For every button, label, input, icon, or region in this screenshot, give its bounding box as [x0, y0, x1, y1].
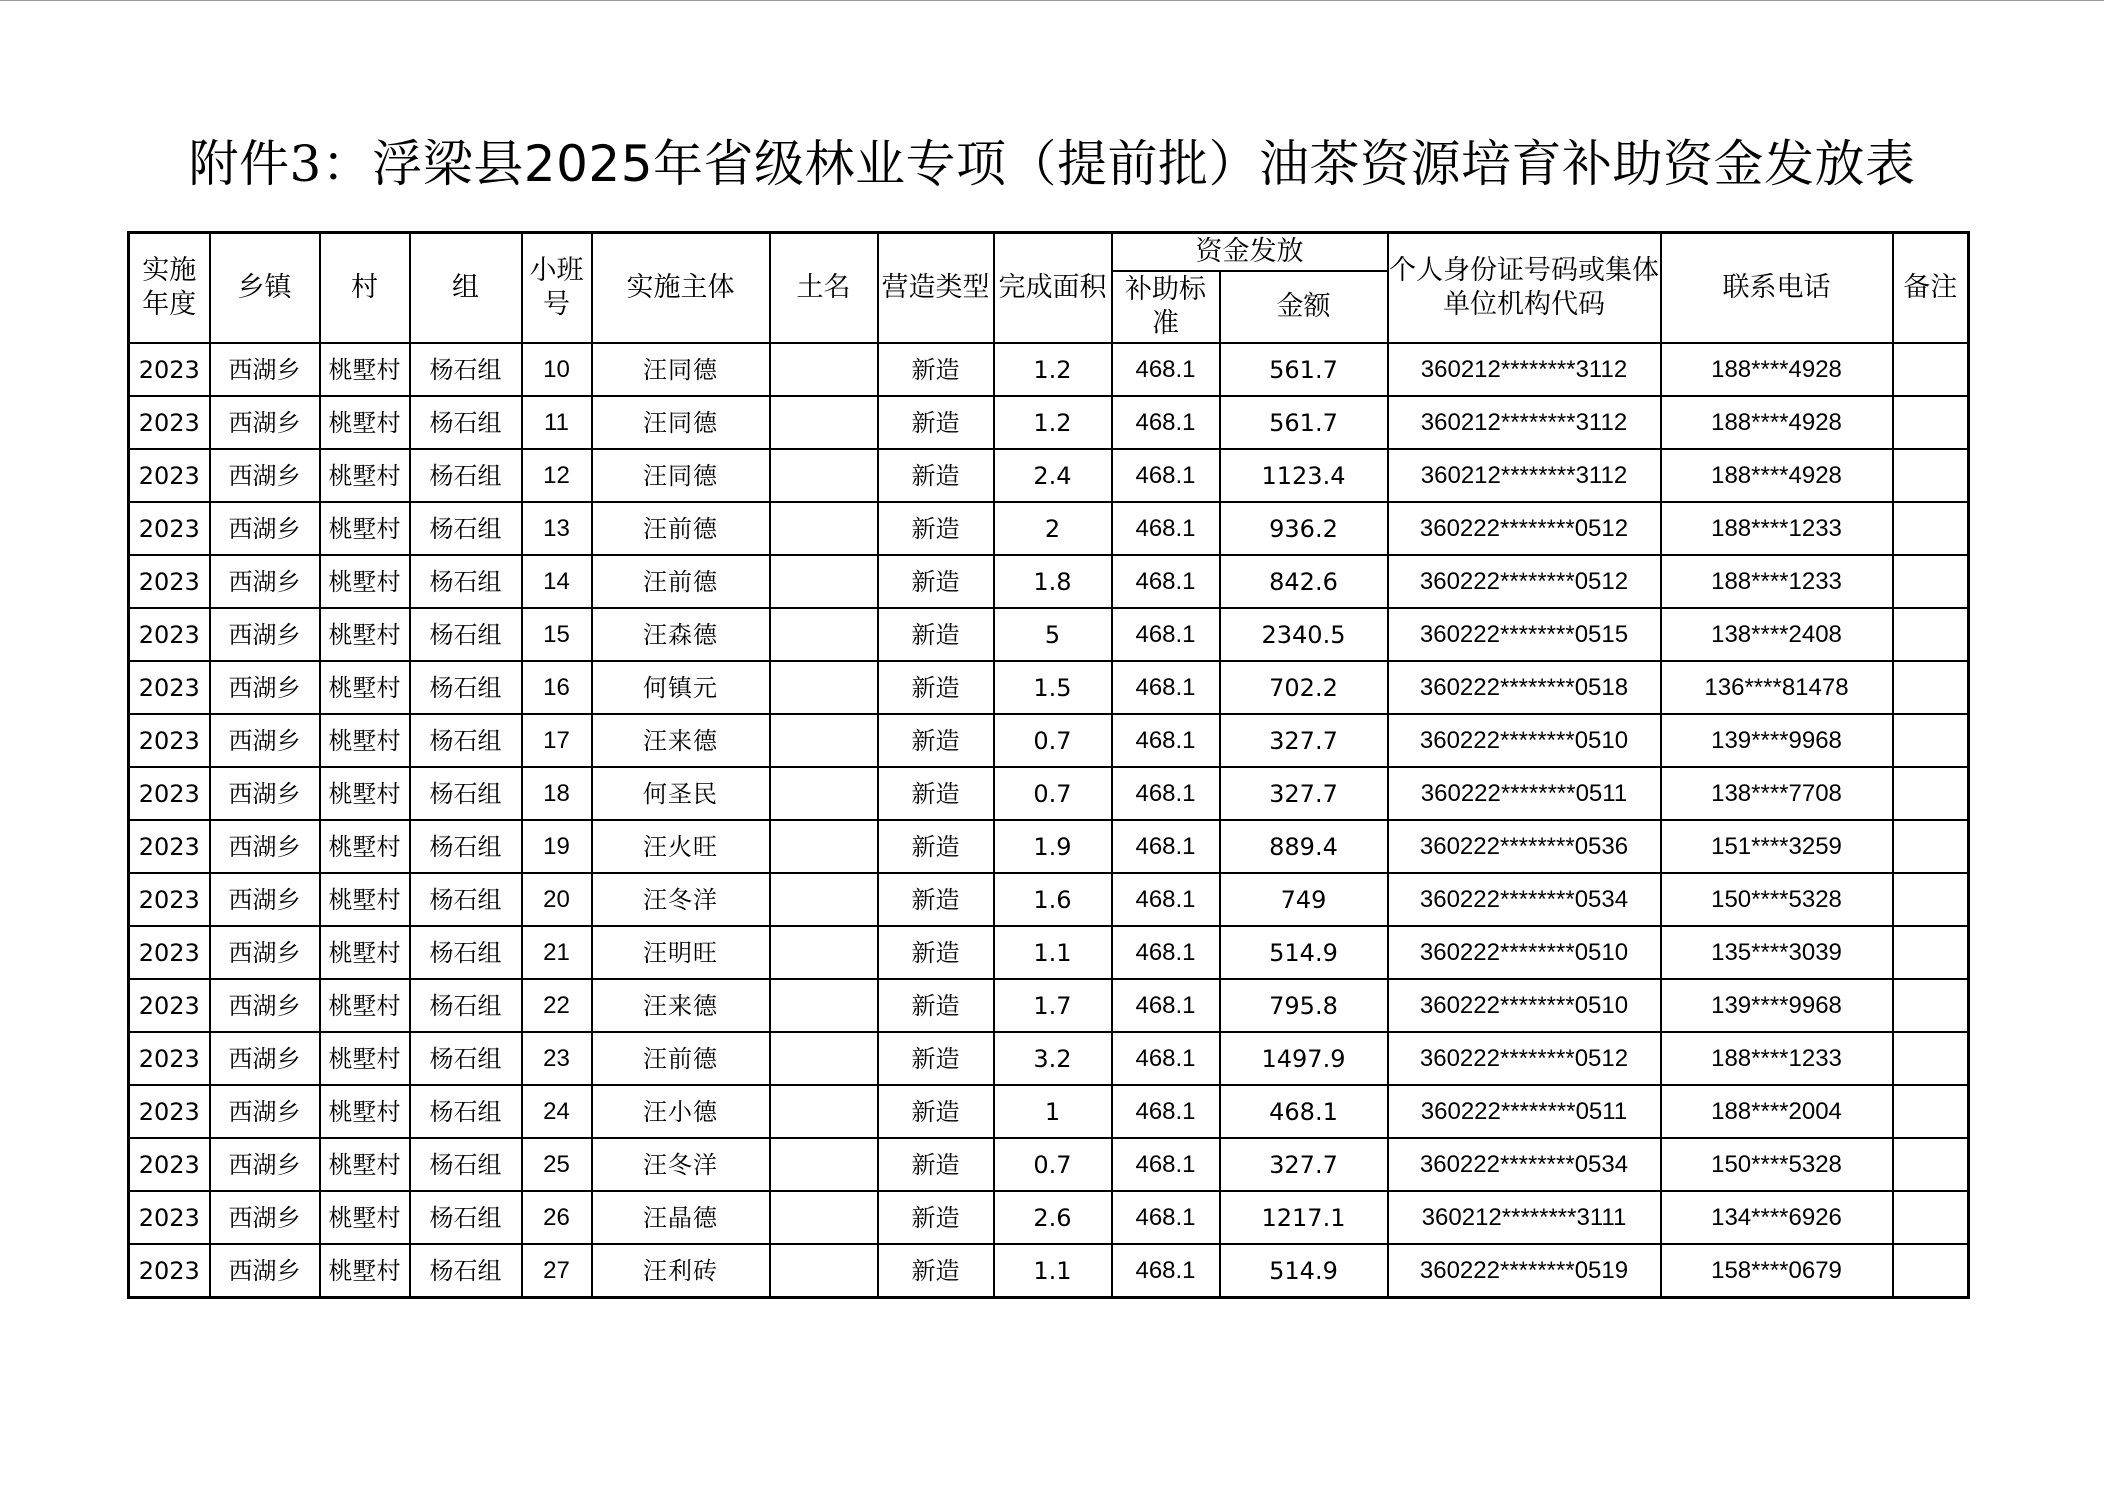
cell-build-type: 新造 — [878, 502, 994, 555]
cell-township: 西湖乡 — [210, 502, 320, 555]
cell-id-code: 360212********3112 — [1388, 343, 1661, 396]
cell-phone: 139****9968 — [1661, 979, 1893, 1032]
cell-amount: 889.4 — [1220, 820, 1388, 873]
cell-id-code: 360222********0510 — [1388, 979, 1661, 1032]
cell-remark — [1893, 1191, 1969, 1244]
cell-plot: 18 — [522, 767, 592, 820]
cell-id-code: 360222********0534 — [1388, 1138, 1661, 1191]
cell-build-type: 新造 — [878, 1085, 994, 1138]
table-row — [129, 449, 1969, 502]
cell-standard: 468.1 — [1112, 608, 1220, 661]
title-main: 浮梁县2025年省级林业专项（提前批）油茶资源培育补助资金发放表 — [372, 135, 1916, 193]
cell-amount: 1217.1 — [1220, 1191, 1388, 1244]
cell-remark — [1893, 608, 1969, 661]
cell-village: 桃墅村 — [320, 873, 410, 926]
cell-phone: 188****2004 — [1661, 1085, 1893, 1138]
cell-year: 2023 — [129, 1138, 210, 1191]
header-group: 组 — [410, 233, 522, 344]
cell-area: 0.7 — [994, 714, 1112, 767]
table-row — [129, 1085, 1969, 1138]
cell-township: 西湖乡 — [210, 714, 320, 767]
cell-phone: 138****2408 — [1661, 608, 1893, 661]
cell-township: 西湖乡 — [210, 820, 320, 873]
cell-village: 桃墅村 — [320, 343, 410, 396]
cell-phone: 139****9968 — [1661, 714, 1893, 767]
header-place-name: 土名 — [770, 233, 878, 344]
cell-year: 2023 — [129, 714, 210, 767]
cell-area: 1.7 — [994, 979, 1112, 1032]
cell-amount: 561.7 — [1220, 343, 1388, 396]
cell-remark — [1893, 926, 1969, 979]
cell-year: 2023 — [129, 820, 210, 873]
cell-build-type: 新造 — [878, 1032, 994, 1085]
cell-group: 杨石组 — [410, 1191, 522, 1244]
cell-id-code: 360222********0512 — [1388, 1032, 1661, 1085]
cell-group: 杨石组 — [410, 555, 522, 608]
cell-id-code: 360222********0510 — [1388, 926, 1661, 979]
cell-plot: 17 — [522, 714, 592, 767]
cell-year: 2023 — [129, 873, 210, 926]
cell-plot: 10 — [522, 343, 592, 396]
table-row — [129, 926, 1969, 979]
cell-group: 杨石组 — [410, 873, 522, 926]
cell-group: 杨石组 — [410, 979, 522, 1032]
cell-plot: 20 — [522, 873, 592, 926]
cell-build-type: 新造 — [878, 767, 994, 820]
cell-area: 3.2 — [994, 1032, 1112, 1085]
cell-build-type: 新造 — [878, 820, 994, 873]
cell-area: 1 — [994, 1085, 1112, 1138]
cell-township: 西湖乡 — [210, 555, 320, 608]
cell-group: 杨石组 — [410, 1032, 522, 1085]
cell-year: 2023 — [129, 1244, 210, 1298]
cell-place-name — [770, 661, 878, 714]
header-build-type: 营造类型 — [878, 233, 994, 344]
cell-area: 1.9 — [994, 820, 1112, 873]
cell-village: 桃墅村 — [320, 1085, 410, 1138]
cell-group: 杨石组 — [410, 926, 522, 979]
cell-group: 杨石组 — [410, 1244, 522, 1298]
cell-area: 1.2 — [994, 396, 1112, 449]
cell-standard: 468.1 — [1112, 979, 1220, 1032]
table-row — [129, 820, 1969, 873]
cell-village: 桃墅村 — [320, 555, 410, 608]
cell-amount: 514.9 — [1220, 926, 1388, 979]
cell-id-code: 360212********3111 — [1388, 1191, 1661, 1244]
cell-plot: 25 — [522, 1138, 592, 1191]
cell-plot: 13 — [522, 502, 592, 555]
cell-build-type: 新造 — [878, 608, 994, 661]
cell-village: 桃墅村 — [320, 820, 410, 873]
cell-plot: 12 — [522, 449, 592, 502]
page-top-border — [0, 0, 2104, 1]
cell-amount: 327.7 — [1220, 714, 1388, 767]
cell-standard: 468.1 — [1112, 1138, 1220, 1191]
cell-build-type: 新造 — [878, 1191, 994, 1244]
cell-id-code: 360222********0536 — [1388, 820, 1661, 873]
table-row — [129, 555, 1969, 608]
cell-remark — [1893, 661, 1969, 714]
cell-standard: 468.1 — [1112, 1032, 1220, 1085]
cell-area: 2 — [994, 502, 1112, 555]
cell-place-name — [770, 767, 878, 820]
cell-plot: 15 — [522, 608, 592, 661]
cell-place-name — [770, 979, 878, 1032]
cell-phone: 150****5328 — [1661, 1138, 1893, 1191]
cell-standard: 468.1 — [1112, 555, 1220, 608]
cell-village: 桃墅村 — [320, 449, 410, 502]
cell-remark — [1893, 396, 1969, 449]
cell-standard: 468.1 — [1112, 1191, 1220, 1244]
cell-phone: 188****1233 — [1661, 502, 1893, 555]
cell-year: 2023 — [129, 396, 210, 449]
cell-subject: 汪同德 — [592, 449, 770, 502]
table-row — [129, 661, 1969, 714]
cell-village: 桃墅村 — [320, 661, 410, 714]
cell-id-code: 360212********3112 — [1388, 396, 1661, 449]
cell-village: 桃墅村 — [320, 979, 410, 1032]
cell-id-code: 360222********0510 — [1388, 714, 1661, 767]
cell-place-name — [770, 1138, 878, 1191]
cell-remark — [1893, 979, 1969, 1032]
cell-plot: 14 — [522, 555, 592, 608]
cell-group: 杨石组 — [410, 343, 522, 396]
cell-amount: 1123.4 — [1220, 449, 1388, 502]
cell-year: 2023 — [129, 555, 210, 608]
cell-township: 西湖乡 — [210, 661, 320, 714]
cell-phone: 188****4928 — [1661, 449, 1893, 502]
cell-group: 杨石组 — [410, 767, 522, 820]
cell-plot: 16 — [522, 661, 592, 714]
cell-build-type: 新造 — [878, 873, 994, 926]
cell-place-name — [770, 608, 878, 661]
cell-village: 桃墅村 — [320, 1244, 410, 1298]
cell-phone: 188****1233 — [1661, 555, 1893, 608]
cell-place-name — [770, 820, 878, 873]
header-standard: 补助标准 — [1112, 271, 1220, 343]
cell-place-name — [770, 926, 878, 979]
cell-build-type: 新造 — [878, 1244, 994, 1298]
cell-group: 杨石组 — [410, 608, 522, 661]
cell-area: 0.7 — [994, 1138, 1112, 1191]
cell-amount: 2340.5 — [1220, 608, 1388, 661]
table-row — [129, 1191, 1969, 1244]
cell-phone: 150****5328 — [1661, 873, 1893, 926]
cell-subject: 汪冬洋 — [592, 1138, 770, 1191]
cell-year: 2023 — [129, 767, 210, 820]
table-row — [129, 873, 1969, 926]
cell-standard: 468.1 — [1112, 926, 1220, 979]
cell-village: 桃墅村 — [320, 767, 410, 820]
cell-plot: 23 — [522, 1032, 592, 1085]
cell-standard: 468.1 — [1112, 714, 1220, 767]
cell-subject: 汪同德 — [592, 343, 770, 396]
cell-phone: 134****6926 — [1661, 1191, 1893, 1244]
cell-subject: 汪同德 — [592, 396, 770, 449]
cell-place-name — [770, 1191, 878, 1244]
cell-build-type: 新造 — [878, 714, 994, 767]
header-fund-group: 资金发放 — [1112, 233, 1388, 272]
cell-standard: 468.1 — [1112, 449, 1220, 502]
cell-plot: 21 — [522, 926, 592, 979]
cell-township: 西湖乡 — [210, 1085, 320, 1138]
cell-year: 2023 — [129, 343, 210, 396]
cell-area: 0.7 — [994, 767, 1112, 820]
cell-group: 杨石组 — [410, 449, 522, 502]
cell-remark — [1893, 714, 1969, 767]
cell-place-name — [770, 714, 878, 767]
header-row-1 — [129, 233, 1969, 272]
table-row — [129, 767, 1969, 820]
cell-area: 5 — [994, 608, 1112, 661]
cell-subject: 汪来德 — [592, 979, 770, 1032]
cell-area: 1.8 — [994, 555, 1112, 608]
cell-standard: 468.1 — [1112, 396, 1220, 449]
cell-place-name — [770, 502, 878, 555]
cell-plot: 26 — [522, 1191, 592, 1244]
cell-township: 西湖乡 — [210, 1244, 320, 1298]
cell-amount: 514.9 — [1220, 1244, 1388, 1298]
header-subject: 实施主体 — [592, 233, 770, 344]
cell-phone: 158****0679 — [1661, 1244, 1893, 1298]
cell-place-name — [770, 343, 878, 396]
cell-group: 杨石组 — [410, 661, 522, 714]
cell-id-code: 360222********0534 — [1388, 873, 1661, 926]
cell-area: 2.6 — [994, 1191, 1112, 1244]
cell-standard: 468.1 — [1112, 873, 1220, 926]
cell-village: 桃墅村 — [320, 608, 410, 661]
table-row — [129, 502, 1969, 555]
cell-subject: 汪明旺 — [592, 926, 770, 979]
cell-village: 桃墅村 — [320, 1138, 410, 1191]
cell-phone: 188****1233 — [1661, 1032, 1893, 1085]
cell-id-code: 360222********0511 — [1388, 767, 1661, 820]
cell-build-type: 新造 — [878, 1138, 994, 1191]
cell-subject: 何圣民 — [592, 767, 770, 820]
cell-group: 杨石组 — [410, 1085, 522, 1138]
cell-place-name — [770, 396, 878, 449]
cell-id-code: 360222********0515 — [1388, 608, 1661, 661]
cell-village: 桃墅村 — [320, 714, 410, 767]
cell-subject: 汪冬洋 — [592, 873, 770, 926]
header-plot: 小班号 — [522, 233, 592, 344]
cell-amount: 749 — [1220, 873, 1388, 926]
header-amount: 金额 — [1220, 271, 1388, 343]
cell-area: 2.4 — [994, 449, 1112, 502]
cell-subject: 汪利砖 — [592, 1244, 770, 1298]
header-township: 乡镇 — [210, 233, 320, 344]
cell-remark — [1893, 873, 1969, 926]
cell-remark — [1893, 343, 1969, 396]
cell-township: 西湖乡 — [210, 979, 320, 1032]
cell-subject: 汪前德 — [592, 502, 770, 555]
cell-township: 西湖乡 — [210, 343, 320, 396]
subsidy-table — [127, 231, 1970, 1299]
cell-subject: 汪火旺 — [592, 820, 770, 873]
cell-remark — [1893, 1032, 1969, 1085]
header-remark: 备注 — [1893, 233, 1969, 344]
cell-year: 2023 — [129, 1032, 210, 1085]
header-area: 完成面积 — [994, 233, 1112, 344]
cell-id-code: 360222********0511 — [1388, 1085, 1661, 1138]
header-village: 村 — [320, 233, 410, 344]
cell-group: 杨石组 — [410, 396, 522, 449]
cell-build-type: 新造 — [878, 979, 994, 1032]
cell-area: 1.6 — [994, 873, 1112, 926]
cell-year: 2023 — [129, 608, 210, 661]
cell-village: 桃墅村 — [320, 396, 410, 449]
cell-village: 桃墅村 — [320, 1032, 410, 1085]
cell-year: 2023 — [129, 1191, 210, 1244]
table-row — [129, 1032, 1969, 1085]
cell-amount: 327.7 — [1220, 1138, 1388, 1191]
table-row — [129, 979, 1969, 1032]
table-row — [129, 396, 1969, 449]
cell-place-name — [770, 555, 878, 608]
header-phone: 联系电话 — [1661, 233, 1893, 344]
cell-place-name — [770, 1032, 878, 1085]
cell-phone: 135****3039 — [1661, 926, 1893, 979]
cell-standard: 468.1 — [1112, 1085, 1220, 1138]
cell-village: 桃墅村 — [320, 1191, 410, 1244]
table-row — [129, 1138, 1969, 1191]
cell-year: 2023 — [129, 926, 210, 979]
cell-remark — [1893, 820, 1969, 873]
cell-remark — [1893, 1138, 1969, 1191]
cell-phone: 138****7708 — [1661, 767, 1893, 820]
cell-subject: 汪晶德 — [592, 1191, 770, 1244]
cell-amount: 842.6 — [1220, 555, 1388, 608]
cell-place-name — [770, 1244, 878, 1298]
cell-township: 西湖乡 — [210, 1138, 320, 1191]
cell-standard: 468.1 — [1112, 767, 1220, 820]
cell-subject: 汪前德 — [592, 555, 770, 608]
cell-phone: 136****81478 — [1661, 661, 1893, 714]
cell-area: 1.5 — [994, 661, 1112, 714]
cell-year: 2023 — [129, 979, 210, 1032]
cell-township: 西湖乡 — [210, 1032, 320, 1085]
cell-phone: 188****4928 — [1661, 396, 1893, 449]
cell-place-name — [770, 1085, 878, 1138]
cell-year: 2023 — [129, 661, 210, 714]
table-row — [129, 714, 1969, 767]
cell-plot: 11 — [522, 396, 592, 449]
cell-township: 西湖乡 — [210, 873, 320, 926]
cell-standard: 468.1 — [1112, 502, 1220, 555]
cell-phone: 151****3259 — [1661, 820, 1893, 873]
cell-place-name — [770, 449, 878, 502]
cell-year: 2023 — [129, 502, 210, 555]
cell-subject: 汪森德 — [592, 608, 770, 661]
cell-area: 1.1 — [994, 1244, 1112, 1298]
cell-amount: 1497.9 — [1220, 1032, 1388, 1085]
cell-group: 杨石组 — [410, 502, 522, 555]
cell-plot: 27 — [522, 1244, 592, 1298]
cell-build-type: 新造 — [878, 449, 994, 502]
cell-id-code: 360222********0519 — [1388, 1244, 1661, 1298]
cell-id-code: 360212********3112 — [1388, 449, 1661, 502]
cell-standard: 468.1 — [1112, 661, 1220, 714]
cell-year: 2023 — [129, 1085, 210, 1138]
cell-id-code: 360222********0518 — [1388, 661, 1661, 714]
cell-township: 西湖乡 — [210, 767, 320, 820]
cell-id-code: 360222********0512 — [1388, 555, 1661, 608]
cell-remark — [1893, 555, 1969, 608]
cell-plot: 22 — [522, 979, 592, 1032]
cell-group: 杨石组 — [410, 1138, 522, 1191]
cell-standard: 468.1 — [1112, 820, 1220, 873]
table-row — [129, 608, 1969, 661]
cell-township: 西湖乡 — [210, 926, 320, 979]
cell-phone: 188****4928 — [1661, 343, 1893, 396]
table-body — [129, 343, 1969, 1298]
cell-remark — [1893, 502, 1969, 555]
cell-amount: 795.8 — [1220, 979, 1388, 1032]
cell-amount: 561.7 — [1220, 396, 1388, 449]
cell-remark — [1893, 767, 1969, 820]
cell-build-type: 新造 — [878, 343, 994, 396]
cell-build-type: 新造 — [878, 661, 994, 714]
cell-village: 桃墅村 — [320, 502, 410, 555]
cell-amount: 327.7 — [1220, 767, 1388, 820]
cell-year: 2023 — [129, 449, 210, 502]
header-id-code: 个人身份证号码或集体单位机构代码 — [1388, 233, 1661, 344]
cell-township: 西湖乡 — [210, 1191, 320, 1244]
cell-township: 西湖乡 — [210, 449, 320, 502]
title-prefix: 附件3： — [188, 135, 373, 193]
cell-standard: 468.1 — [1112, 343, 1220, 396]
cell-subject: 何镇元 — [592, 661, 770, 714]
cell-remark — [1893, 1085, 1969, 1138]
cell-township: 西湖乡 — [210, 608, 320, 661]
cell-area: 1.2 — [994, 343, 1112, 396]
cell-remark — [1893, 449, 1969, 502]
document-title — [0, 132, 2104, 196]
cell-remark — [1893, 1244, 1969, 1298]
cell-group: 杨石组 — [410, 714, 522, 767]
cell-build-type: 新造 — [878, 926, 994, 979]
cell-id-code: 360222********0512 — [1388, 502, 1661, 555]
cell-build-type: 新造 — [878, 555, 994, 608]
cell-subject: 汪来德 — [592, 714, 770, 767]
table-row — [129, 343, 1969, 396]
cell-plot: 24 — [522, 1085, 592, 1138]
cell-amount: 936.2 — [1220, 502, 1388, 555]
cell-village: 桃墅村 — [320, 926, 410, 979]
cell-plot: 19 — [522, 820, 592, 873]
table-row — [129, 1244, 1969, 1298]
cell-subject: 汪前德 — [592, 1032, 770, 1085]
cell-standard: 468.1 — [1112, 1244, 1220, 1298]
cell-place-name — [770, 873, 878, 926]
cell-build-type: 新造 — [878, 396, 994, 449]
cell-subject: 汪小德 — [592, 1085, 770, 1138]
cell-amount: 468.1 — [1220, 1085, 1388, 1138]
cell-group: 杨石组 — [410, 820, 522, 873]
cell-township: 西湖乡 — [210, 396, 320, 449]
cell-amount: 702.2 — [1220, 661, 1388, 714]
cell-area: 1.1 — [994, 926, 1112, 979]
header-year: 实施年度 — [129, 233, 210, 344]
